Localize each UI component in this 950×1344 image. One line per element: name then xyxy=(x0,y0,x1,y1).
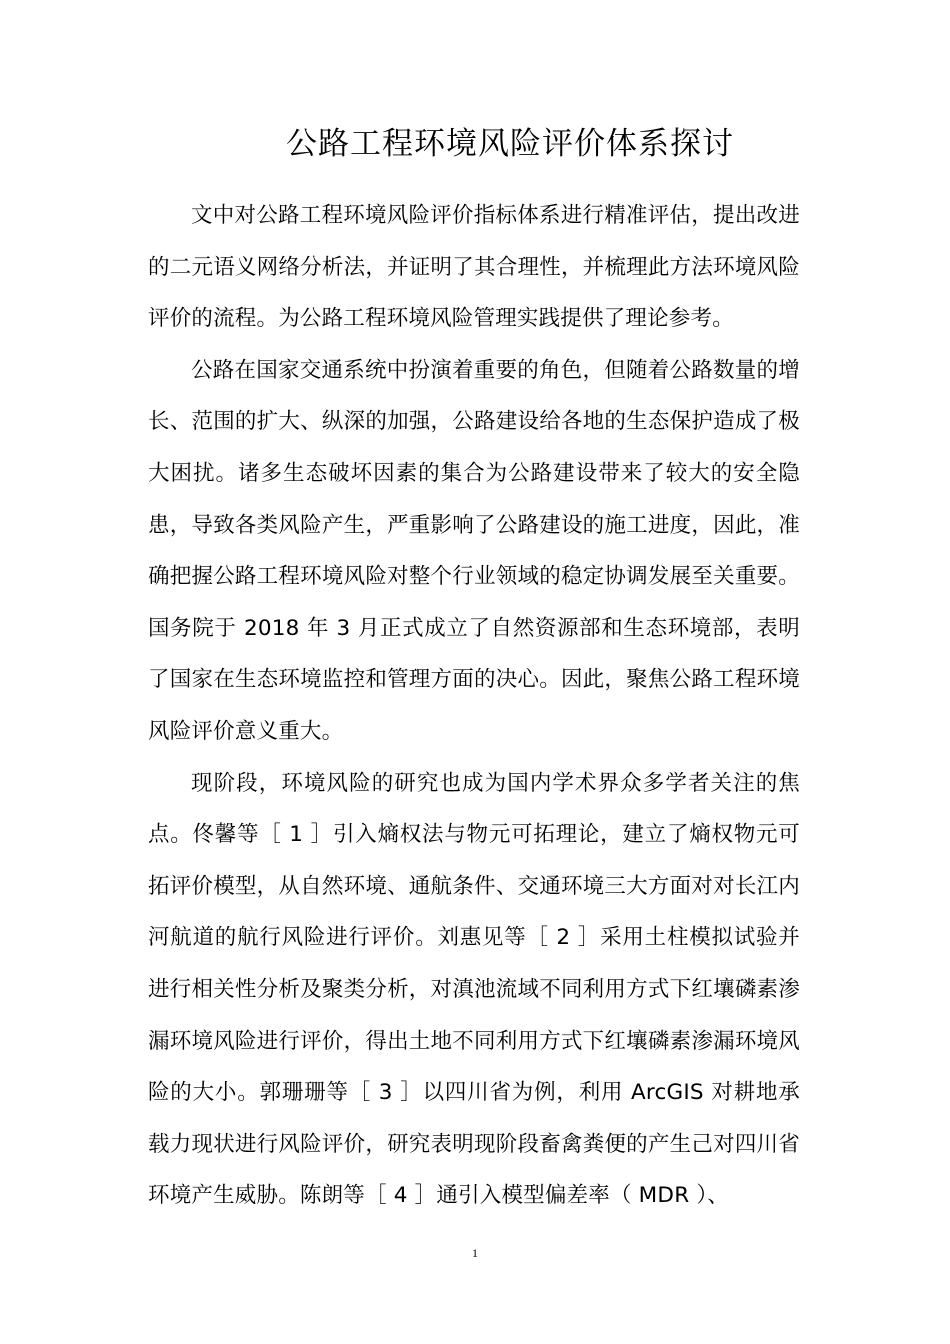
document-title: 公路工程环境风险评价体系探讨 xyxy=(286,126,734,162)
page-number: 1 xyxy=(472,1246,478,1260)
paragraph-background: 公路在国家交通系统中扮演着重要的角色，但随着公路数量的增长、范围的扩大、纵深的加强，公路建设给各地的生态保护造成了极大困扰。诸多生态破坏因素的集合为公路建设带来了较大的安全隐患，导致各类风险产生，严重影响了公路建设的施工进度，因此，准确把握公路工程环境风险对整个行业领域的稳定协调发展至关重要。国务院于 2018 年 3 月正式成立了自然资源部和生态环境部，表明了国家在生态环境监控和管理方面的决心。因此，聚焦公路工程环境风险评价意义重大。 xyxy=(148,357,800,744)
paragraph-abstract: 文中对公路工程环境风险评价指标体系进行精准评估，提出改进的二元语义网络分析法，并证明了其合理性，并梳理此方法环境风险评价的流程。为公路工程环境风险管理实践提供了理论参考。 xyxy=(148,203,800,332)
paragraph-literature-review: 现阶段，环境风险的研究也成为国内学术界众多学者关注的焦点。佟馨等［ 1 ］引入熵权法与物元可拓理论，建立了熵权物元可拓评价模型，从自然环境、通航条件、交通环境三大方面对对长江内河航道的航行风险进行评价。刘惠见等［ 2 ］采用土柱模拟试验并进行相关性分析及聚类分析，对滇池流域不同利用方式下红壤磷素渗漏环境风险进行评价，得出土地不同利用方式下红壤磷素渗漏环境风险的大小。郭珊珊等［ 3 ］以四川省为例，利用 ArcGIS 对耕地承载力现状进行风险评价，研究表明现阶段畜禽粪便的产生己对四川省环境产生威胁。陈朗等［ 4 ］通引入模型偏差率（ MDR ）、 xyxy=(148,770,800,1209)
document-body xyxy=(148,190,800,1222)
